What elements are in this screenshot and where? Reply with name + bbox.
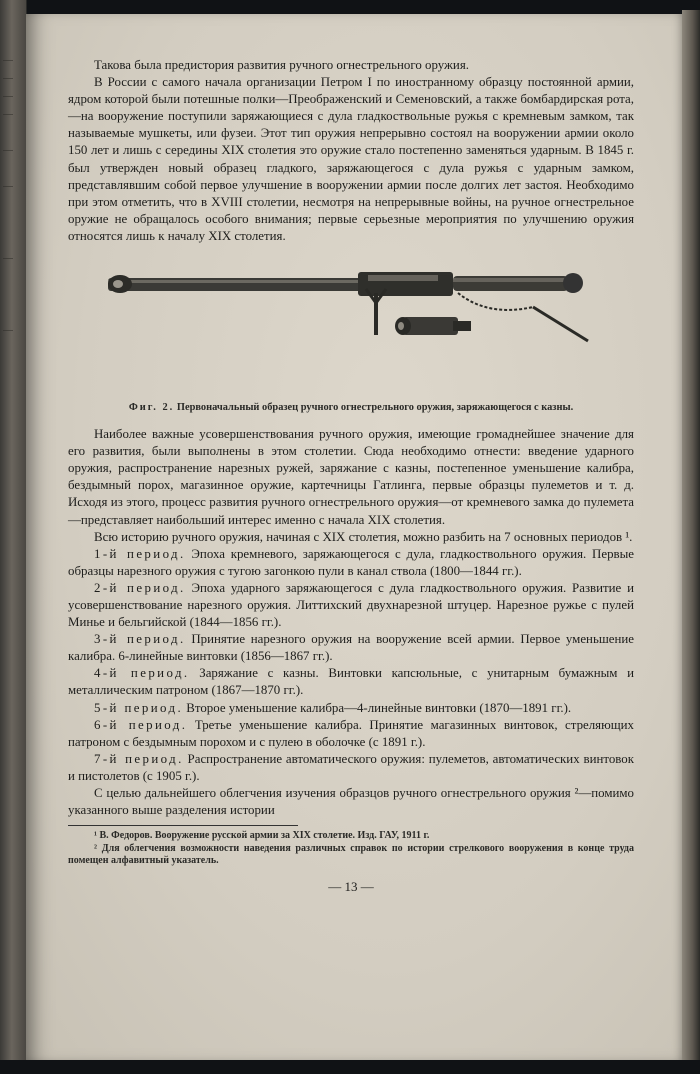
footnote-divider — [68, 825, 298, 826]
figure-caption-text: Первоначальный образец ручного огнестрельного оружия, заряжающегося с казны. — [176, 402, 574, 414]
period-item — [68, 665, 634, 699]
period-text: Третье уменьшение калибра. Принятие магазинных винтовок, стреляющих патроном с бездымным порохом и с пулею в оболочке (с 1891 г.). — [68, 717, 634, 749]
figure-caption — [102, 401, 600, 414]
period-item — [68, 546, 634, 580]
paragraph: В России с самого начала организации Петром I по иностранному образцу постоянной армии, ядром которой были потешные полки—Преображенский и Семеновский, а также бомбардирская рота,—на вооружение поступили заряжающиеся с дула гладкоствольные ружья с кремневым замком, так называемые мушкеты, или фузеи. Этот тип оружия непрерывно состоял на вооружении армии около 150 лет и лишь с середины XIX столетия это оружие стало постепенно заменяться ударным. В 1845 г. был утвержден новый образец гладкого, заряжающегося с дула ружья с ударным замком, представлявшим собой первое улучшение в вооружении армии после долгих лет застоя. Необходимо при этом отметить, что в XVIII столетии, несмотря на непрерывные войны, на ручное огнестрельное оружие не обращалось особого внимания; первые серьезные мероприятия по улучшению оружия относятся лишь к началу XIX столетия. — [68, 75, 634, 243]
period-item — [68, 631, 634, 665]
period-text: Эпоха кремневого, заряжающегося с дула, гладкоствольного оружия. Первые образцы нарезного оружия с тугою загонкою пули в канал ствола (1800—1844 гг.). — [68, 546, 635, 578]
period-item — [68, 580, 634, 631]
footnote: ¹ В. Федоров. Вооружение русской армии за XIX столетие. Изд. ГАУ, 1911 г. — [94, 830, 430, 842]
footnote: ² Для облегчения возможности наведения различных справок по истории стрелкового вооружения в конце труда помещен алфавитный указатель. — [68, 842, 634, 867]
period-label: 6-й период. — [94, 717, 188, 732]
book-cover-edge — [682, 10, 700, 1060]
period-item — [68, 700, 634, 717]
period-text: Заряжание с казны. Винтовки капсюльные, с унитарным бумажным и металлическим патроном (1867—1870 гг.). — [68, 666, 635, 698]
paragraph: С целью дальнейшего облегчения изучения образцов ручного огнестрельного оружия ²—помимо указанного выше разделения истории — [68, 786, 634, 818]
paragraph: Такова была предистория развития ручного огнестрельного оружия. — [94, 58, 469, 72]
period-item — [68, 751, 634, 785]
previous-page-edge — [0, 0, 27, 1060]
paragraph: Всю историю ручного оружия, начиная с XIX столетия, можно разбить на 7 основных периодов ¹. — [94, 529, 633, 544]
breech-loading-gun-icon — [68, 257, 634, 397]
period-text: Распространение автоматического оружия: пулеметов, автоматических винтовок и пистолетов (с 1905 г.). — [68, 751, 634, 783]
rifle-illustration — [68, 257, 634, 397]
paragraph: Наиболее важные усовершенствования ручного оружия, имеющие громаднейшее значение для его развития, были выполнены в этом столетии. Сюда необходимо отнести: введение ударного оружия, распространение нарезных ружей, заряжание с казны, постепенное уменьшение калибра, бездымный порох, магазинное оружие, картечницы Гатлинга, первые образцы пулеметов и т. д. Исходя из этого, процесс развития ручного огнестрельного оружия—от кремневого замка до пулемета—представляет наибольший интерес именно с начала XIX столетия. — [68, 427, 634, 527]
period-label: 3-й период. — [94, 632, 186, 647]
period-label: 1-й период. — [94, 546, 186, 561]
period-label: 4-й период. — [94, 666, 190, 681]
period-item — [68, 717, 634, 751]
period-label: 2-й период. — [94, 580, 186, 595]
page-number: — 13 — — [328, 878, 374, 894]
period-text: Эпоха ударного заряжающегося с дула гладкоствольного оружия. Развитие и усовершенствование нарезного оружия. Литтихский двухнарезной штуцер. Нарезное ружье с пулей Минье и бельгийской (1844—1856 гг.). — [68, 580, 634, 630]
figure-label: Фиг. 2. — [128, 402, 175, 414]
period-label: 7-й период. — [94, 751, 184, 766]
page-text — [68, 57, 634, 895]
period-text: Принятие нарезного оружия на вооружение всей армии. Первое уменьшение калибра. 6-линейные винтовки (1856—1867 гг.). — [68, 632, 634, 664]
period-text: Второе уменьшение калибра—4-линейные винтовки (1870—1891 гг.). — [183, 700, 572, 715]
period-label: 5-й период. — [94, 700, 184, 715]
